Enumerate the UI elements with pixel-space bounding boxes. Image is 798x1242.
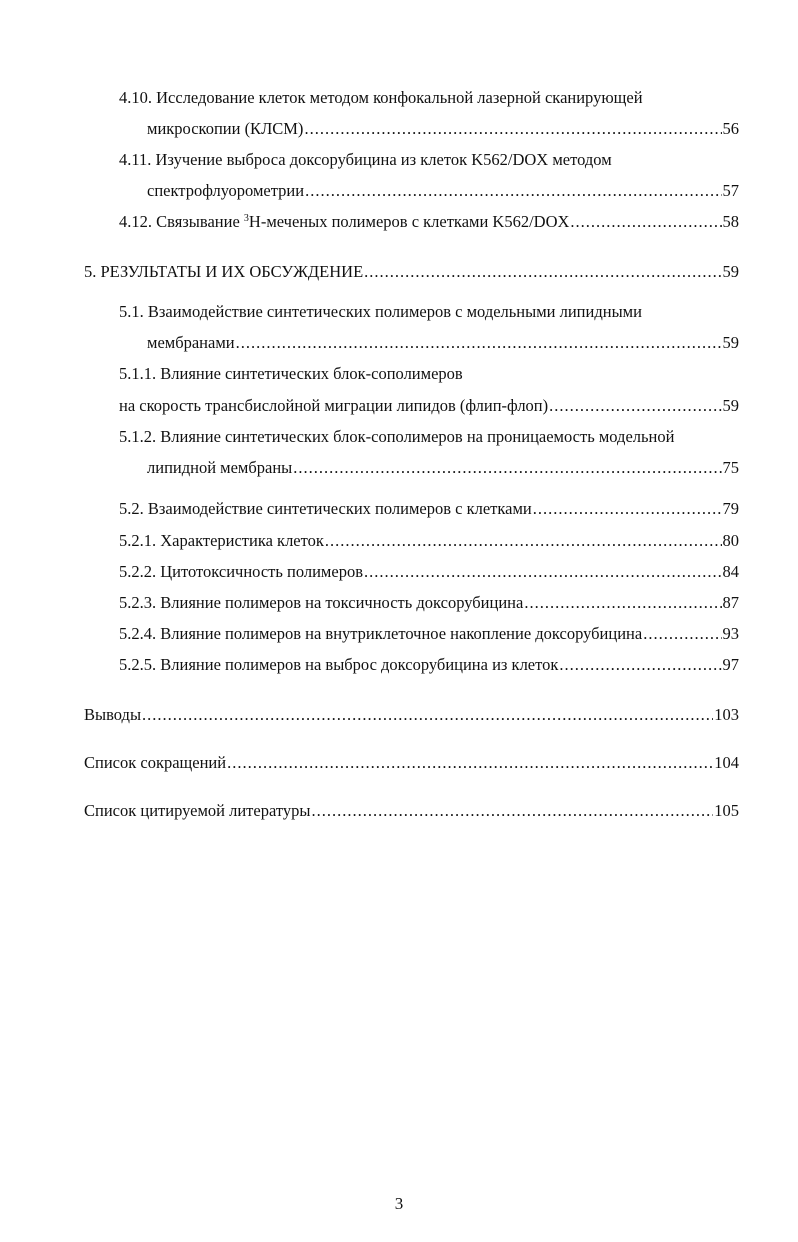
toc-page-number: 105 (714, 801, 739, 820)
toc-entry-text: 5.1.1. Влияние синтетических блок-сополимеров (119, 364, 463, 383)
toc-entry-4-10-line1 (119, 88, 643, 108)
toc-page-number: 58 (722, 212, 739, 231)
leader-dots (364, 562, 722, 582)
toc-entry-text: микроскопии (КЛСМ) (147, 119, 304, 138)
toc-page-number: 59 (722, 262, 739, 281)
leader-dots (325, 531, 722, 551)
toc-entry-4-10-line2[interactable] (147, 119, 739, 139)
toc-page-number: 87 (722, 593, 739, 612)
leader-dots (236, 333, 722, 353)
toc-page-number: 79 (722, 499, 739, 518)
toc-entry-text: Список сокращений (84, 753, 227, 772)
toc-page-number: 84 (722, 562, 739, 581)
toc-entry-text: мембранами (147, 333, 235, 352)
leader-dots (305, 181, 721, 201)
toc-entry-5-1-1-line2[interactable] (119, 396, 739, 416)
toc-entry-5-1-1-line1 (119, 364, 463, 384)
toc-entry-5-2-2[interactable] (119, 562, 739, 582)
toc-entry-abbreviations[interactable] (84, 753, 739, 773)
toc-entry-conclusions[interactable] (84, 705, 739, 725)
toc-entry-text (119, 212, 569, 232)
toc-entry-text: Выводы (84, 705, 142, 724)
toc-page-number: 104 (714, 753, 739, 772)
toc-entry-5-2-4[interactable] (119, 624, 739, 644)
toc-entry-text: 5.2.2. Цитотоксичность полимеров (119, 562, 363, 581)
toc-entry-text: 4.10. Исследование клеток методом конфокальной лазерной сканирующей (119, 88, 643, 107)
toc-entry-text: 5.2.3. Влияние полимеров на токсичность доксорубицина (119, 593, 524, 612)
leader-dots (549, 396, 721, 416)
toc-entry-text: 5.2. Взаимодействие синтетических полимеров с клетками (119, 499, 532, 518)
toc-entry-text-part: H-меченых полимеров с клетками K562/DOX (248, 212, 570, 231)
toc-entry-text: на скорость трансбислойной миграции липидов (флип-флоп) (119, 396, 549, 415)
leader-dots (643, 624, 721, 644)
toc-entry-5-1-2-line1 (119, 427, 674, 447)
leader-dots (304, 119, 721, 139)
leader-dots (524, 593, 721, 613)
toc-entry-references[interactable] (84, 801, 739, 821)
toc-entry-5-2-1[interactable] (119, 531, 739, 551)
toc-page-number: 103 (714, 705, 739, 724)
leader-dots (311, 801, 713, 821)
toc-entry-5-1-line2[interactable] (147, 333, 739, 353)
toc-entry-text: 5.2.1. Характеристика клеток (119, 531, 324, 550)
toc-entry-4-12[interactable] (119, 212, 739, 232)
toc-page-number: 97 (722, 655, 739, 674)
leader-dots (227, 753, 713, 773)
toc-entry-text: 5.2.5. Влияние полимеров на выброс доксорубицина из клеток (119, 655, 559, 674)
page-number: 3 (394, 1194, 404, 1213)
toc-page-number: 59 (722, 333, 739, 352)
toc-entry-4-11-line2[interactable] (147, 181, 739, 201)
leader-dots (533, 499, 722, 519)
toc-entry-text: 5.2.4. Влияние полимеров на внутриклеточное накопление доксорубицина (119, 624, 643, 643)
toc-entry-text: липидной мембраны (147, 458, 293, 477)
toc-entry-text: 5.1.2. Влияние синтетических блок-сополимеров на проницаемость модельной (119, 427, 675, 446)
toc-entry-text: 5. РЕЗУЛЬТАТЫ И ИХ ОБСУЖДЕНИЕ (84, 262, 364, 281)
toc-entry-text: спектрофлуорометрии (147, 181, 305, 200)
toc-page-number: 59 (722, 396, 739, 415)
toc-entry-5[interactable] (84, 262, 739, 282)
toc-entry-text: 5.1. Взаимодействие синтетических полимеров с модельными липидными (119, 302, 642, 321)
toc-entry-5-2[interactable] (119, 499, 739, 519)
leader-dots (570, 212, 721, 232)
toc-entry-5-2-5[interactable] (119, 655, 739, 675)
leader-dots (559, 655, 721, 675)
leader-dots (293, 458, 721, 478)
toc-page-number: 75 (722, 458, 739, 477)
toc-entry-text: 4.11. Изучение выброса доксорубицина из клеток K562/DOX методом (119, 150, 612, 169)
toc-page-number: 80 (722, 531, 739, 550)
toc-entry-text: Список цитируемой литературы (84, 801, 311, 820)
toc-entry-5-1-2-line2[interactable] (147, 458, 739, 478)
toc-entry-4-11-line1 (119, 150, 612, 170)
toc-entry-5-2-3[interactable] (119, 593, 739, 613)
toc-page-number: 56 (722, 119, 739, 138)
superscript: 3 (243, 213, 249, 224)
toc-page-number: 93 (722, 624, 739, 643)
leader-dots (364, 262, 721, 282)
leader-dots (142, 705, 713, 725)
toc-page-number: 57 (722, 181, 739, 200)
toc-entry-text-part: 4.12. Связывание (119, 212, 244, 231)
toc-entry-5-1-line1 (119, 302, 642, 322)
